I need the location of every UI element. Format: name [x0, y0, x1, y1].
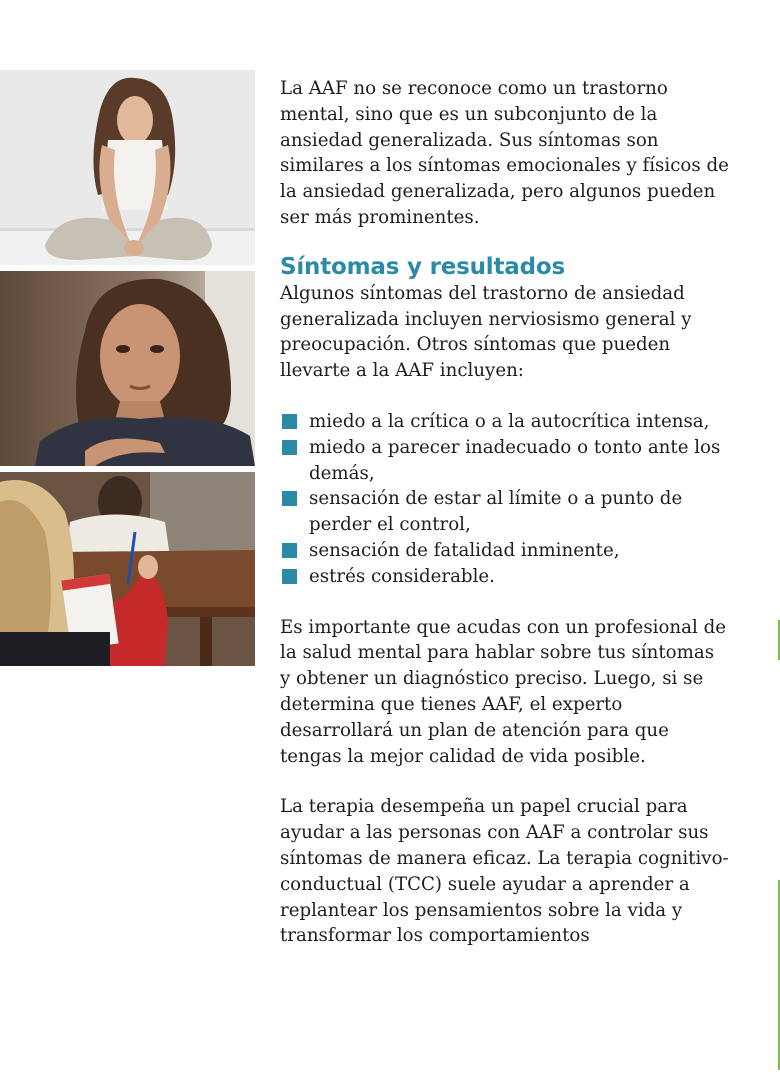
square-bullet-icon — [282, 440, 297, 455]
list-item: sensación de fatalidad inminente, — [280, 538, 730, 564]
square-bullet-icon — [282, 569, 297, 584]
body-paragraph: La terapia desempeña un papel crucial para ayudar a las personas con AAF a controlar sus síntomas de manera eficaz. La terapia cognitivo-conductual (TCC) suele ayudar a aprender a replantear los pensamientos sobre la vida y transformar los comportamientos — [280, 796, 729, 947]
list-item: sensación de estar al límite o a punto de perder el control, — [280, 486, 730, 538]
list-item: miedo a la crítica o a la autocrítica intensa, — [280, 409, 730, 435]
worried-woman-hand-on-chest-photo — [0, 271, 255, 466]
square-bullet-icon — [282, 543, 297, 558]
therapy-session-photo — [0, 472, 255, 666]
woman-sitting-head-down-photo — [0, 70, 255, 265]
text-column — [280, 76, 730, 949]
list-item: miedo a parecer inadecuado o tonto ante los demás, — [280, 435, 730, 487]
square-bullet-icon — [282, 414, 297, 429]
section-lead-paragraph: Algunos síntomas del trastorno de ansiedad generalizada incluyen nerviosismo general y preocupación. Otros síntomas que pueden llevarte a la AAF incluyen: — [280, 282, 692, 382]
section-heading: Síntomas y resultados — [280, 253, 565, 280]
body-paragraph: Es importante que acudas con un profesional de la salud mental para hablar sobre tus síntomas y obtener un diagnóstico preciso. Luego, si se determina que tienes AAF, el experto desarrollará un plan de atención para que tengas la mejor calidad de vida posible. — [280, 616, 726, 767]
symptom-list — [280, 409, 730, 590]
intro-paragraph: La AAF no se reconoce como un trastorno mental, sino que es un subconjunto de la ansiedad generalizada. Sus síntomas son similares a los síntomas emocionales y físicos de la ansiedad generalizada, pero algunos pueden ser más prominentes. — [280, 78, 729, 228]
square-bullet-icon — [282, 491, 297, 506]
list-item: estrés considerable. — [280, 564, 730, 590]
